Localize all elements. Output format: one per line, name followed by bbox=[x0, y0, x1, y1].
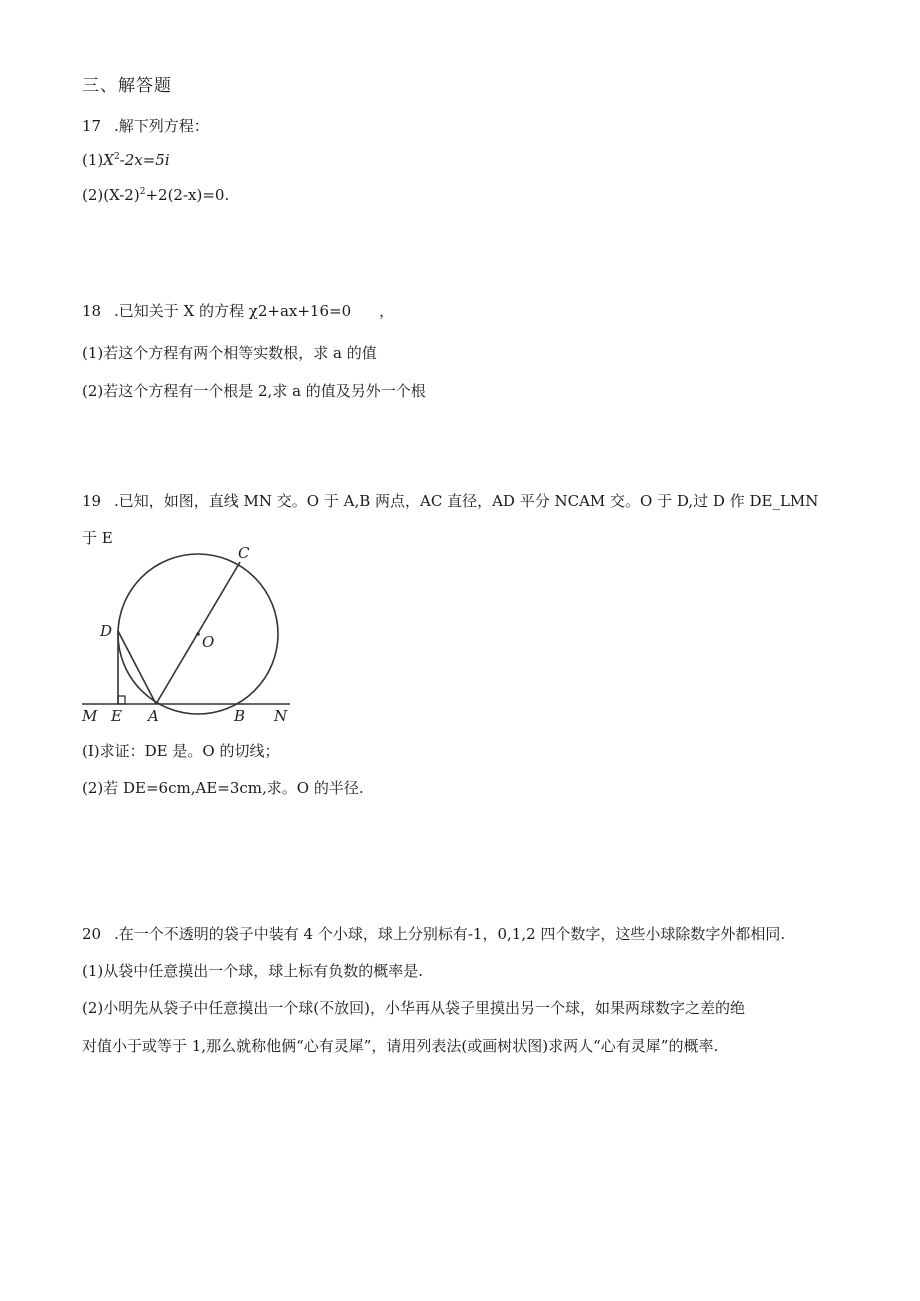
section-title: 三、解答题 bbox=[82, 76, 172, 96]
question-text: .已知关于 X 的方程 χ2+ax+16=0 bbox=[114, 302, 352, 320]
question-number: 19 bbox=[82, 492, 102, 510]
question-20-part-2-cont: 对值小于或等于 1,那么就称他俩“心有灵犀”，请用列表法(或画树状图)求两人“心有灵犀”的概率. bbox=[82, 1037, 719, 1055]
question-17-stem bbox=[82, 116, 209, 136]
segment-ad bbox=[118, 631, 156, 704]
question-20-part-1: (1)从袋中任意摸出一个球，球上标有负数的概率是. bbox=[82, 962, 424, 980]
label-a: A bbox=[148, 707, 159, 725]
question-18-part-1: (1)若这个方程有两个相等实数根，求 a 的值 bbox=[82, 344, 377, 362]
center-point bbox=[196, 632, 200, 636]
question-19-stem bbox=[82, 491, 818, 511]
question-number: 17 bbox=[82, 117, 102, 135]
label-d: D bbox=[100, 622, 113, 640]
label-n: N bbox=[274, 707, 288, 725]
part-prefix: (1) bbox=[82, 151, 104, 169]
label-o: O bbox=[202, 633, 215, 651]
question-text: .在一个不透明的袋子中装有 4 个小球，球上分别标有-1，0,1,2 四个数字，这些小球除数字外都相同. bbox=[114, 925, 786, 943]
circle-tangent-figure bbox=[78, 540, 298, 725]
equation-rest: -2x=5i bbox=[119, 151, 170, 169]
question-19-part-1: (I)求证：DE 是。O 的切线； bbox=[82, 742, 280, 760]
question-20-stem bbox=[82, 924, 785, 944]
question-19-part-2: (2)若 DE=6cm,AE=3cm,求。O 的半径. bbox=[82, 779, 364, 797]
question-text: .已知，如图，直线 MN 交。O 于 A,B 两点，AC 直径，AD 平分 NCAM 交。O 于 D,过 D 作 DE_LMN bbox=[114, 492, 819, 510]
equation-rest: +2(2-x)=0. bbox=[145, 186, 230, 204]
equation-exponent: 2 bbox=[113, 152, 120, 162]
question-text: .解下列方程： bbox=[114, 117, 209, 135]
question-text-tail: ， bbox=[379, 302, 395, 320]
question-20-part-2: (2)小明先从袋子中任意摸出一个球(不放回)，小华再从袋子里摸出另一个球，如果两球数字之差的绝 bbox=[82, 999, 745, 1017]
label-m: M bbox=[82, 707, 98, 725]
question-18-stem bbox=[82, 301, 394, 321]
question-number: 18 bbox=[82, 302, 102, 320]
question-17-part-1 bbox=[82, 150, 170, 170]
label-c: C bbox=[238, 544, 250, 562]
equation-exponent: 2 bbox=[139, 187, 146, 197]
label-e: E bbox=[111, 707, 122, 725]
label-b: B bbox=[234, 707, 246, 725]
question-19-stem-line-2: 于 E bbox=[82, 529, 113, 547]
question-17-part-2 bbox=[82, 185, 229, 205]
right-angle-mark bbox=[118, 696, 125, 704]
equation-left: (2)(X-2) bbox=[82, 186, 140, 204]
question-18-part-2: (2)若这个方程有一个根是 2,求 a 的值及另外一个根 bbox=[82, 382, 426, 400]
equation-variable: X bbox=[103, 151, 114, 169]
question-number: 20 bbox=[82, 925, 102, 943]
